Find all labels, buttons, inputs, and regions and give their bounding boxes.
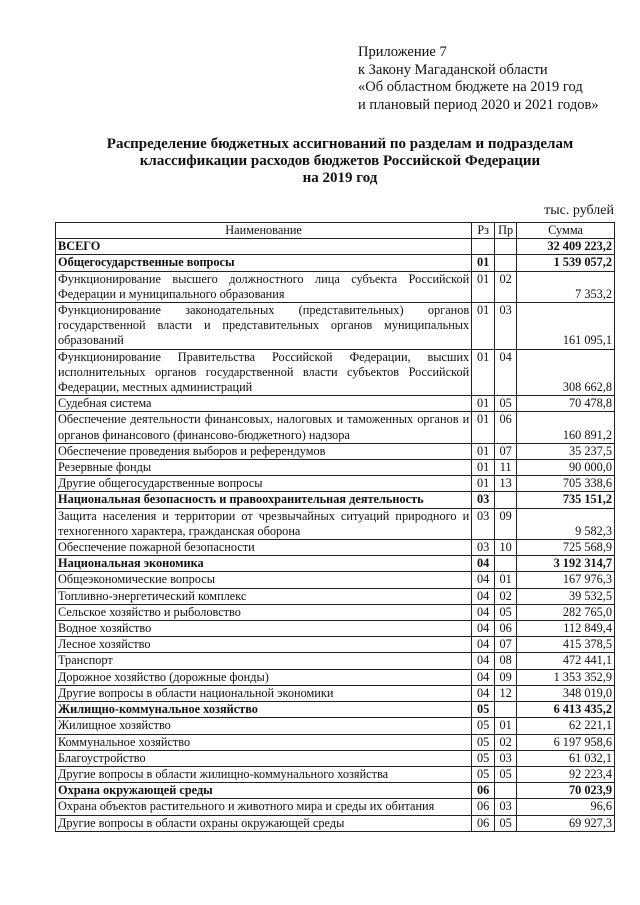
row-name: Другие вопросы в области охраны окружающей среды (56, 815, 472, 831)
row-pr (495, 492, 517, 508)
row-sum: 32 409 223,2 (517, 239, 615, 255)
table-row (56, 621, 615, 637)
row-pr: 08 (495, 653, 517, 669)
row-sum: 70 023,9 (517, 783, 615, 799)
row-sum: 1 353 352,9 (517, 669, 615, 685)
row-rz: 01 (472, 460, 495, 476)
header-name: Наименование (56, 223, 472, 239)
table-row (56, 412, 615, 443)
table-row (56, 604, 615, 620)
row-sum: 3 192 314,7 (517, 556, 615, 572)
row-pr: 06 (495, 621, 517, 637)
row-sum: 735 151,2 (517, 492, 615, 508)
row-pr: 03 (495, 303, 517, 350)
row-name: Функционирование Правительства Российской Федерации, высших исполнительных органов государственной власти субъектов Российской Федерации, местных администраций (56, 349, 472, 396)
row-pr: 03 (495, 799, 517, 815)
table-row (56, 637, 615, 653)
row-rz: 01 (472, 349, 495, 396)
row-rz: 01 (472, 412, 495, 443)
row-pr (495, 702, 517, 718)
table-row (56, 815, 615, 831)
row-name: Общегосударственные вопросы (56, 255, 472, 271)
row-sum: 6 413 435,2 (517, 702, 615, 718)
row-sum: 161 095,1 (517, 303, 615, 350)
row-sum: 96,6 (517, 799, 615, 815)
table-row (56, 271, 615, 302)
row-rz: 05 (472, 702, 495, 718)
row-sum: 160 891,2 (517, 412, 615, 443)
row-pr (495, 255, 517, 271)
row-pr: 05 (495, 815, 517, 831)
row-sum: 348 019,0 (517, 685, 615, 701)
row-name: Жилищное хозяйство (56, 718, 472, 734)
table-row (56, 653, 615, 669)
row-rz: 06 (472, 799, 495, 815)
row-name: Обеспечение деятельности финансовых, налоговых и таможенных органов и органов финансового (финансово-бюджетного) надзора (56, 412, 472, 443)
row-rz (472, 239, 495, 255)
table-row (56, 508, 615, 539)
table-section-row (56, 702, 615, 718)
row-rz: 04 (472, 637, 495, 653)
table-row (56, 799, 615, 815)
row-pr: 06 (495, 412, 517, 443)
row-name: Транспорт (56, 653, 472, 669)
table-body (56, 239, 615, 832)
row-name: Защита населения и территории от чрезвычайных ситуаций природного и техногенного характера, гражданская оборона (56, 508, 472, 539)
table-section-row (56, 492, 615, 508)
row-pr: 12 (495, 685, 517, 701)
row-rz: 03 (472, 508, 495, 539)
table-row (56, 349, 615, 396)
table-row (56, 588, 615, 604)
row-sum: 69 927,3 (517, 815, 615, 831)
row-pr: 02 (495, 271, 517, 302)
title-line: на 2019 год (302, 170, 378, 186)
table-section-row (56, 239, 615, 255)
row-name: Другие вопросы в области жилищно-коммунального хозяйства (56, 766, 472, 782)
row-sum: 70 478,8 (517, 396, 615, 412)
appendix-line: и плановый период 2020 и 2021 годов» (358, 96, 599, 113)
table-section-row (56, 255, 615, 271)
row-pr: 09 (495, 669, 517, 685)
appendix-line: Приложение 7 (358, 44, 447, 60)
row-rz: 05 (472, 766, 495, 782)
row-sum: 92 223,4 (517, 766, 615, 782)
table-row (56, 685, 615, 701)
row-name: Национальная экономика (56, 556, 472, 572)
row-name: Обеспечение проведения выборов и референдумов (56, 443, 472, 459)
row-rz: 04 (472, 685, 495, 701)
row-rz: 04 (472, 669, 495, 685)
row-pr: 09 (495, 508, 517, 539)
header-pr: Пр (495, 223, 517, 239)
row-name: Сельское хозяйство и рыболовство (56, 604, 472, 620)
appendix-line: к Закону Магаданской области (358, 61, 548, 78)
row-name: Топливно-энергетический комплекс (56, 588, 472, 604)
row-sum: 167 976,3 (517, 572, 615, 588)
row-rz: 04 (472, 588, 495, 604)
table-row (56, 540, 615, 556)
row-sum: 472 441,1 (517, 653, 615, 669)
row-name: Общеэкономические вопросы (56, 572, 472, 588)
row-rz: 06 (472, 783, 495, 799)
row-sum: 39 532,5 (517, 588, 615, 604)
row-rz: 04 (472, 572, 495, 588)
row-pr: 13 (495, 476, 517, 492)
table-row (56, 476, 615, 492)
table-row (56, 718, 615, 734)
row-rz: 03 (472, 540, 495, 556)
row-sum: 90 000,0 (517, 460, 615, 476)
row-name: Функционирование законодательных (представительных) органов государственной власти и представительных органов муниципальных образований (56, 303, 472, 350)
row-pr: 10 (495, 540, 517, 556)
row-name: Охрана окружающей среды (56, 783, 472, 799)
row-pr (495, 783, 517, 799)
row-pr: 02 (495, 588, 517, 604)
row-pr: 11 (495, 460, 517, 476)
row-pr: 05 (495, 604, 517, 620)
title-line: Распределение бюджетных ассигнований по разделам и подразделам (106, 136, 574, 152)
row-sum: 282 765,0 (517, 604, 615, 620)
table-row (56, 460, 615, 476)
row-sum: 7 353,2 (517, 271, 615, 302)
row-sum: 725 568,9 (517, 540, 615, 556)
row-rz: 01 (472, 255, 495, 271)
table-header-row (56, 223, 615, 239)
row-sum: 308 662,8 (517, 349, 615, 396)
row-rz: 04 (472, 621, 495, 637)
row-name: Благоустройство (56, 750, 472, 766)
header-rz: Рз (472, 223, 495, 239)
table-row (56, 396, 615, 412)
row-rz: 01 (472, 443, 495, 459)
appendix-line: «Об областном бюджете на 2019 год (358, 79, 583, 95)
row-rz: 04 (472, 556, 495, 572)
row-sum: 9 582,3 (517, 508, 615, 539)
row-sum: 61 032,1 (517, 750, 615, 766)
row-pr: 01 (495, 718, 517, 734)
row-name: Дорожное хозяйство (дорожные фонды) (56, 669, 472, 685)
budget-table (55, 222, 615, 832)
row-sum: 415 378,5 (517, 637, 615, 653)
row-pr: 04 (495, 349, 517, 396)
row-name: Лесное хозяйство (56, 637, 472, 653)
row-pr: 03 (495, 750, 517, 766)
row-name: ВСЕГО (56, 239, 472, 255)
row-rz: 05 (472, 734, 495, 750)
row-name: Судебная система (56, 396, 472, 412)
row-rz: 03 (472, 492, 495, 508)
row-name: Охрана объектов растительного и животного мира и среды их обитания (56, 799, 472, 815)
document-title (60, 136, 620, 187)
table-row (56, 572, 615, 588)
units-label: тыс. рублей (544, 203, 614, 218)
row-sum: 35 237,5 (517, 443, 615, 459)
table-row (56, 669, 615, 685)
row-sum: 112 849,4 (517, 621, 615, 637)
row-name: Обеспечение пожарной безопасности (56, 540, 472, 556)
row-sum: 1 539 057,2 (517, 255, 615, 271)
row-sum: 62 221,1 (517, 718, 615, 734)
row-rz: 01 (472, 396, 495, 412)
row-name: Водное хозяйство (56, 621, 472, 637)
row-name: Резервные фонды (56, 460, 472, 476)
table-row (56, 750, 615, 766)
row-pr: 07 (495, 443, 517, 459)
row-name: Национальная безопасность и правоохранительная деятельность (56, 492, 472, 508)
title-line: классификации расходов бюджетов Российской Федерации (139, 153, 541, 169)
row-sum: 6 197 958,6 (517, 734, 615, 750)
row-rz: 04 (472, 653, 495, 669)
row-name: Другие вопросы в области национальной экономики (56, 685, 472, 701)
row-rz: 04 (472, 604, 495, 620)
row-name: Функционирование высшего должностного лица субъекта Российской Федерации и муниципального образования (56, 271, 472, 302)
row-rz: 01 (472, 476, 495, 492)
table-row (56, 734, 615, 750)
table-section-row (56, 783, 615, 799)
table-section-row (56, 556, 615, 572)
row-name: Жилищно-коммунальное хозяйство (56, 702, 472, 718)
table-row (56, 443, 615, 459)
row-rz: 06 (472, 815, 495, 831)
table-row (56, 766, 615, 782)
row-pr (495, 239, 517, 255)
row-rz: 01 (472, 271, 495, 302)
row-sum: 705 338,6 (517, 476, 615, 492)
row-pr: 07 (495, 637, 517, 653)
header-sum: Сумма (517, 223, 615, 239)
row-rz: 05 (472, 750, 495, 766)
row-pr: 02 (495, 734, 517, 750)
appendix-header (358, 44, 599, 114)
row-pr: 01 (495, 572, 517, 588)
row-name: Другие общегосударственные вопросы (56, 476, 472, 492)
row-rz: 05 (472, 718, 495, 734)
row-rz: 01 (472, 303, 495, 350)
row-name: Коммунальное хозяйство (56, 734, 472, 750)
row-pr: 05 (495, 396, 517, 412)
table-row (56, 303, 615, 350)
row-pr (495, 556, 517, 572)
row-pr: 05 (495, 766, 517, 782)
